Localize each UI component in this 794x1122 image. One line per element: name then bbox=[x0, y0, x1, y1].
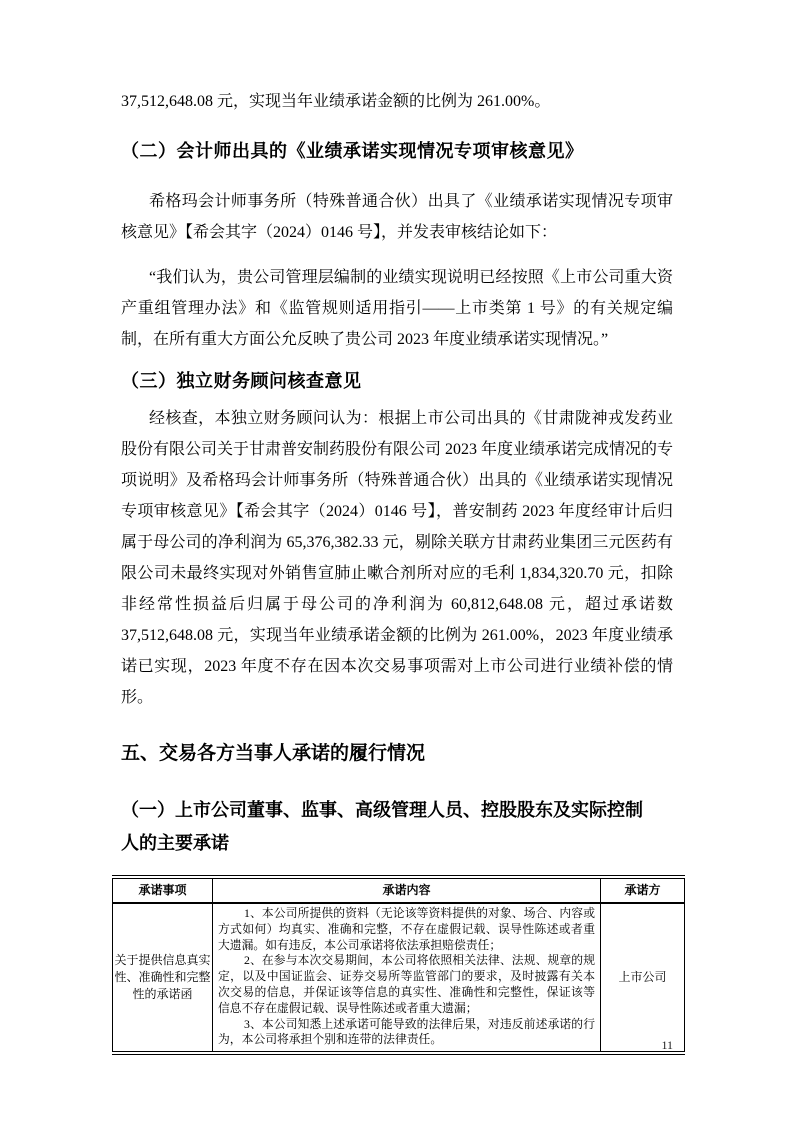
page-number: 11 bbox=[661, 1038, 673, 1052]
paragraph-audit-conclusion-quote: “我们认为，贵公司管理层编制的业绩实现说明已经按照《上市公司重大资产重组管理办法》和《监管规则适用指引——上市类第 1 号》的有关规定编制，在所有重大方面公允反映了贵公司 2023 年度业绩承诺实现情况。” bbox=[121, 269, 673, 348]
paragraph-ifa-verification-opinion: 经核查，本独立财务顾问认为：根据上市公司出具的《甘肃陇神戎发药业股份有限公司关于甘肃普安制药股份有限公司 2023 年度业绩承诺完成情况的专项说明》及希格玛会计师事务所（特殊普通合伙）出具的《业绩承诺实现情况专项审核意见》【希会其字（2024）0146 号】，普安制药 2023 年度经审计后归属于母公司的净利润为 65,376,382.33 元，剔除关联方甘肃药业集团三元医药有限公司未最终实现对外销售宣肺止嗽合剂所对应的毛利 1,834,320.70 元，扣除非经常性损益后归属于母公司的净利润为 60,812,648.08 元，超过承诺数 37,512,648.08 元，实现当年业绩承诺金额的比例为 261.00%，2023 年度业绩承诺已实现，2023 年度不存在因本次交易事项需对上市公司进行业绩补偿的情形。 bbox=[121, 410, 674, 706]
heading-commitments-subsection-line1: （一）上市公司董事、监事、高级管理人员、控股股东及实际控制 bbox=[121, 800, 643, 820]
cell-commitment-party: 上市公司 bbox=[601, 903, 685, 1053]
table-header-row bbox=[113, 877, 685, 903]
cell-commitment-content bbox=[213, 903, 601, 1053]
table-header-content: 承诺内容 bbox=[213, 877, 601, 903]
commitments-table bbox=[112, 875, 685, 1055]
commitment-content-paragraph-1: 1、本公司所提供的资料（无论该等资料提供的对象、场合、内容或方式如何）均真实、准确和完整，不存在虚假记载、误导性陈述或者重大遗漏。如有违反，本公司承诺将依法承担赔偿责任； bbox=[218, 906, 595, 952]
document-content bbox=[114, 0, 674, 1055]
table-header-party: 承诺方 bbox=[601, 877, 685, 903]
commitment-content-paragraph-3: 3、本公司知悉上述承诺可能导致的法律后果，对违反前述承诺的行为，本公司将承担个别和连带的法律责任。 bbox=[218, 1016, 595, 1047]
table-row bbox=[113, 903, 685, 1053]
heading-commitments-subsection bbox=[121, 794, 673, 860]
heading-commitments-section: 五、交易各方当事人承诺的履行情况 bbox=[121, 743, 426, 764]
commitments-table-wrap bbox=[112, 875, 684, 1055]
table-header-item: 承诺事项 bbox=[113, 877, 213, 903]
commitment-content-paragraph-2: 2、在参与本次交易期间，本公司将依照相关法律、法规、规章的规定，以及中国证监会、证券交易所等监管部门的要求，及时披露有关本次交易的信息，并保证该等信息的真实性、准确性和完整性，保证该等信息不存在虚假记载、误导性陈述或者重大遗漏； bbox=[218, 953, 595, 1015]
heading-ifa-verification-section: （三）独立财务顾问核查意见 bbox=[121, 371, 362, 391]
cell-commitment-item: 关于提供信息真实性、准确性和完整性的承诺函 bbox=[113, 903, 213, 1053]
heading-commitments-subsection-line2: 人的主要承诺 bbox=[121, 833, 229, 853]
heading-accountant-opinion-section: （二）会计师出具的《业绩承诺实现情况专项审核意见》 bbox=[121, 141, 584, 161]
paragraph-performance-ratio: 37,512,648.08 元，实现当年业绩承诺金额的比例为 261.00%。 bbox=[121, 93, 551, 110]
paragraph-sigma-audit-report: 希格玛会计师事务所（特殊普通合伙）出具了《业绩承诺实现情况专项审核意见》【希会其字（2024）0146 号】，并发表审核结论如下： bbox=[121, 193, 673, 241]
